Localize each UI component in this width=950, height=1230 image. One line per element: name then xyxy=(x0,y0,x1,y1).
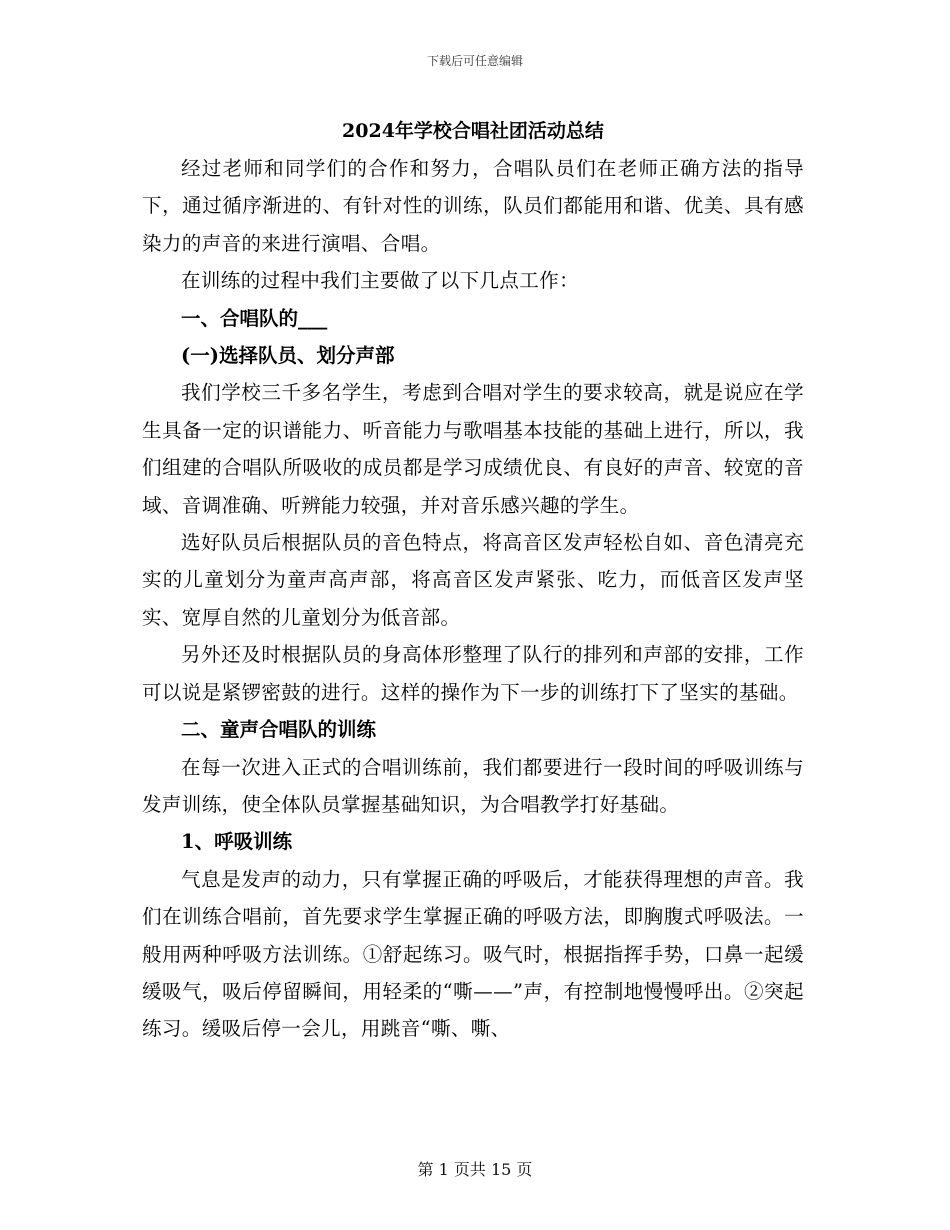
paragraph: 选好队员后根据队员的音色特点，将高音区发声轻松自如、音色清亮充实的儿童划分为童声高声部，将高音区发声紧张、吃力，而低音区发声坚实、宽厚自然的儿童划分为低音部。 xyxy=(142,531,804,629)
subsection-heading: (一)选择队员、划分声部 xyxy=(181,344,395,368)
paragraph: 经过老师和同学们的合作和努力，合唱队员们在老师正确方法的指导下，通过循序渐进的、有针对性的训练，队员们都能用和谐、优美、具有感染力的声音的来进行演唱、合唱。 xyxy=(142,157,804,255)
document-title: 2024年学校合唱社团活动总结 xyxy=(342,120,604,142)
paragraph: 气息是发声的动力，只有掌握正确的呼吸后，才能获得理想的声音。我们在训练合唱前，首先要求学生掌握正确的呼吸方法，即胸腹式呼吸法。一般用两种呼吸方法训练。①舒起练习。吸气时，根据指挥手势，口鼻一起缓缓吸气，吸后停留瞬间，用轻柔的“嘶——”声，有控制地慢慢呼出。②突起练习。缓吸后停一会儿，用跳音“嘶、嘶、 xyxy=(142,867,804,1041)
page-footer: 第 1 页共 15 页 xyxy=(417,1160,533,1179)
paragraph: 在训练的过程中我们主要做了以下几点工作： xyxy=(181,269,580,293)
subsection-heading: 1、呼吸训练 xyxy=(181,830,293,854)
section-heading: 二、童声合唱队的训练 xyxy=(181,718,377,742)
paragraph: 我们学校三千多名学生，考虑到合唱对学生的要求较高，就是说应在学生具备一定的识谱能力、听音能力与歌唱基本技能的基础上进行，所以，我们组建的合唱队所吸收的成员都是学习成绩优良、有良好的声音、较宽的音域、音调准确、听辨能力较强，并对音乐感兴趣的学生。 xyxy=(142,381,804,517)
page-header: 下载后可任意编辑 xyxy=(426,54,523,68)
section-heading: 一、合唱队的___ xyxy=(181,306,328,330)
paragraph: 另外还及时根据队员的身高体形整理了队行的排列和声部的安排，工作可以说是紧锣密鼓的进行。这样的操作为下一步的训练打下了坚实的基础。 xyxy=(142,643,804,704)
paragraph: 在每一次进入正式的合唱训练前，我们都要进行一段时间的呼吸训练与发声训练，使全体队员掌握基础知识，为合唱教学打好基础。 xyxy=(142,755,804,816)
document-body xyxy=(142,112,804,1048)
